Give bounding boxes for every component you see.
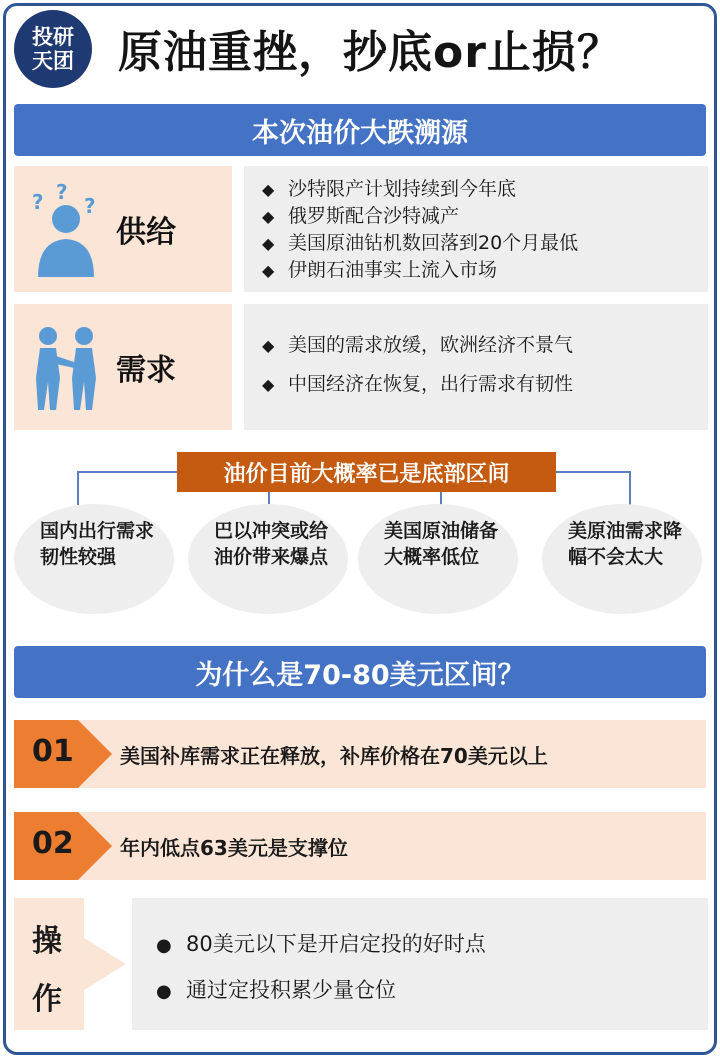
thinking-person-icon (26, 179, 106, 279)
supply-list (244, 166, 708, 292)
list-item: ◆ 俄罗斯配合沙特减产 (262, 205, 460, 227)
list-item: ● 通过定投积累少量仓位 (156, 978, 396, 1002)
reason-text: 美国补库需求正在释放，补库价格在70美元以上 (120, 744, 548, 768)
brand-logo: 投研 天团 (14, 10, 92, 88)
list-item: ◆ 伊朗石油事实上流入市场 (262, 259, 498, 281)
section-title-price-range: 为什么是70-80美元区间？ (14, 646, 706, 698)
svg-text:?: ? (84, 194, 96, 218)
reason-circle: 美国原油储备大概率低位 (358, 504, 518, 614)
conclusion-tag: 油价目前大概率已是底部区间 (177, 452, 556, 492)
list-item: ◆ 美国的需求放缓，欧洲经济不景气 (262, 334, 574, 356)
reason-text: 年内低点63美元是支撑位 (120, 836, 348, 860)
list-item: ◆ 美国原油钻机数回落到20个月最低 (262, 232, 579, 254)
supply-label: 供给 (116, 215, 176, 250)
operation-label-box: 操 作 (14, 898, 118, 1030)
demand-label-box (14, 304, 232, 430)
supply-label-box (14, 166, 232, 292)
connector-line (77, 471, 79, 505)
reason-circle: 国内出行需求韧性较强 (14, 504, 174, 614)
demand-label: 需求 (116, 353, 176, 388)
demand-list (244, 304, 708, 430)
svg-text:?: ? (32, 190, 44, 214)
two-people-walking-icon (26, 322, 106, 412)
price-reason-02 (14, 812, 706, 880)
page-title: 原油重挫，抄底or止损？ (118, 27, 622, 78)
svg-text:?: ? (56, 180, 68, 204)
price-reason-01 (14, 720, 706, 788)
reason-circle: 巴以冲突或给油价带来爆点 (188, 504, 348, 614)
reason-circle: 美原油需求降幅不会太大 (542, 504, 702, 614)
list-item: ◆ 中国经济在恢复，出行需求有韧性 (262, 373, 574, 395)
connector-line (629, 471, 631, 505)
list-item: ● 80美元以下是开启定投的好时点 (156, 932, 486, 956)
operation-list (132, 898, 708, 1030)
section-title-oil-drop-origin: 本次油价大跌溯源 (14, 104, 706, 156)
number-arrow-badge: 01 (14, 720, 114, 788)
list-item: ◆ 沙特限产计划持续到今年底 (262, 178, 517, 200)
number-arrow-badge: 02 (14, 812, 114, 880)
